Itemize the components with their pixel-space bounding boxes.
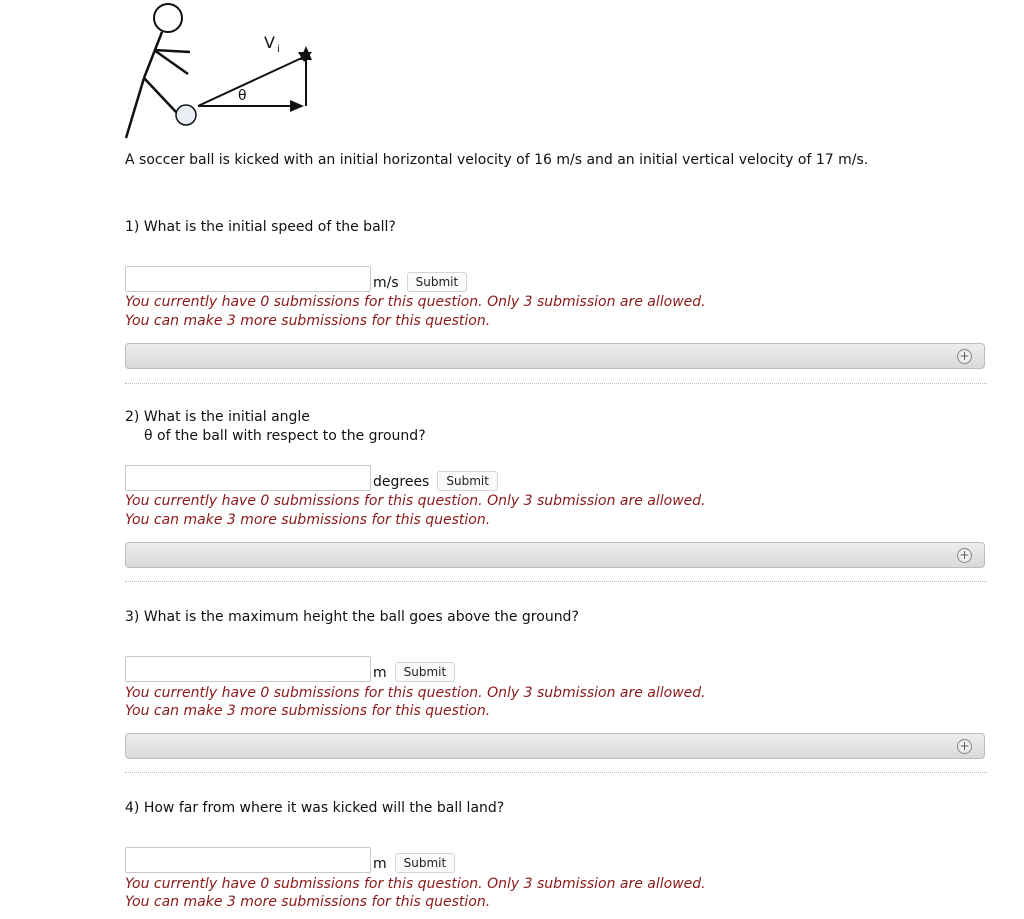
question-3-notice-remaining: You can make 3 more submissions for this question. bbox=[125, 703, 491, 719]
question-4-notice-submissions: You currently have 0 submissions for this question. Only 3 submission are allowed. bbox=[125, 876, 706, 892]
question-4 bbox=[125, 799, 987, 910]
stick-figure-leg-2 bbox=[144, 78, 176, 112]
horizontal-arrowhead bbox=[290, 100, 304, 112]
question-4-answer-input[interactable] bbox=[125, 847, 371, 873]
question-2-hint-bar[interactable] bbox=[125, 542, 985, 568]
velocity-subscript: i bbox=[277, 44, 280, 55]
question-1-unit: m/s bbox=[373, 275, 399, 291]
question-2-text bbox=[125, 408, 987, 446]
question-4-unit: m bbox=[373, 856, 387, 872]
question-2-notice-submissions: You currently have 0 submissions for this question. Only 3 submission are allowed. bbox=[125, 493, 706, 509]
plus-circle-icon[interactable]: + bbox=[957, 548, 972, 563]
soccer-ball bbox=[176, 105, 196, 125]
plus-circle-icon[interactable]: + bbox=[957, 349, 972, 364]
plus-circle-icon[interactable]: + bbox=[957, 739, 972, 754]
problem-statement: A soccer ball is kicked with an initial horizontal velocity of 16 m/s and an initial vertical velocity of 17 m/s. bbox=[125, 152, 869, 168]
question-1-submit-button[interactable]: Submit bbox=[407, 272, 468, 292]
question-2-notice-remaining: You can make 3 more submissions for this question. bbox=[125, 512, 491, 528]
kick-diagram-svg bbox=[118, 0, 328, 142]
stick-figure-arm-1 bbox=[154, 50, 190, 52]
question-2-submit-button[interactable]: Submit bbox=[437, 471, 498, 491]
velocity-vector bbox=[198, 56, 306, 106]
question-4-answer-row bbox=[125, 843, 455, 873]
question-3 bbox=[125, 608, 987, 753]
question-2-line-2: θ of the ball with respect to the ground? bbox=[144, 428, 426, 444]
question-2-answer-row bbox=[125, 461, 498, 491]
question-divider bbox=[125, 383, 987, 384]
question-1 bbox=[125, 218, 987, 363]
question-1-notice-submissions: You currently have 0 submissions for this question. Only 3 submission are allowed. bbox=[125, 294, 706, 310]
question-3-text bbox=[125, 608, 987, 627]
question-2-answer-input[interactable] bbox=[125, 465, 371, 491]
question-2-unit: degrees bbox=[373, 474, 430, 490]
question-1-line-1: 1) What is the initial speed of the ball? bbox=[125, 219, 396, 235]
question-3-notice-submissions: You currently have 0 submissions for this question. Only 3 submission are allowed. bbox=[125, 685, 706, 701]
question-3-answer-input[interactable] bbox=[125, 656, 371, 682]
angle-label: θ bbox=[238, 88, 247, 104]
question-1-answer-input[interactable] bbox=[125, 266, 371, 292]
question-3-submit-button[interactable]: Submit bbox=[395, 662, 456, 682]
question-1-notice-remaining: You can make 3 more submissions for this question. bbox=[125, 313, 491, 329]
question-1-hint-bar[interactable] bbox=[125, 343, 985, 369]
stick-figure-head bbox=[154, 4, 182, 32]
stick-figure-arm-2 bbox=[154, 50, 188, 74]
question-4-submit-button[interactable]: Submit bbox=[395, 853, 456, 873]
question-3-answer-row bbox=[125, 652, 455, 682]
question-2 bbox=[125, 408, 987, 562]
question-divider bbox=[125, 772, 987, 773]
question-4-text bbox=[125, 799, 987, 818]
question-3-unit: m bbox=[373, 665, 387, 681]
question-3-hint-bar[interactable] bbox=[125, 733, 985, 759]
stick-figure-leg-1 bbox=[126, 78, 144, 138]
question-1-answer-row bbox=[125, 262, 467, 292]
question-3-line-1: 3) What is the maximum height the ball goes above the ground? bbox=[125, 609, 579, 625]
question-2-line-1: 2) What is the initial angle bbox=[125, 409, 310, 425]
question-1-text bbox=[125, 218, 987, 237]
question-divider bbox=[125, 581, 987, 582]
velocity-label: V bbox=[264, 33, 275, 52]
kick-diagram bbox=[118, 0, 328, 142]
question-4-notice-remaining: You can make 3 more submissions for this question. bbox=[125, 894, 491, 910]
question-4-line-1: 4) How far from where it was kicked will the ball land? bbox=[125, 800, 505, 816]
